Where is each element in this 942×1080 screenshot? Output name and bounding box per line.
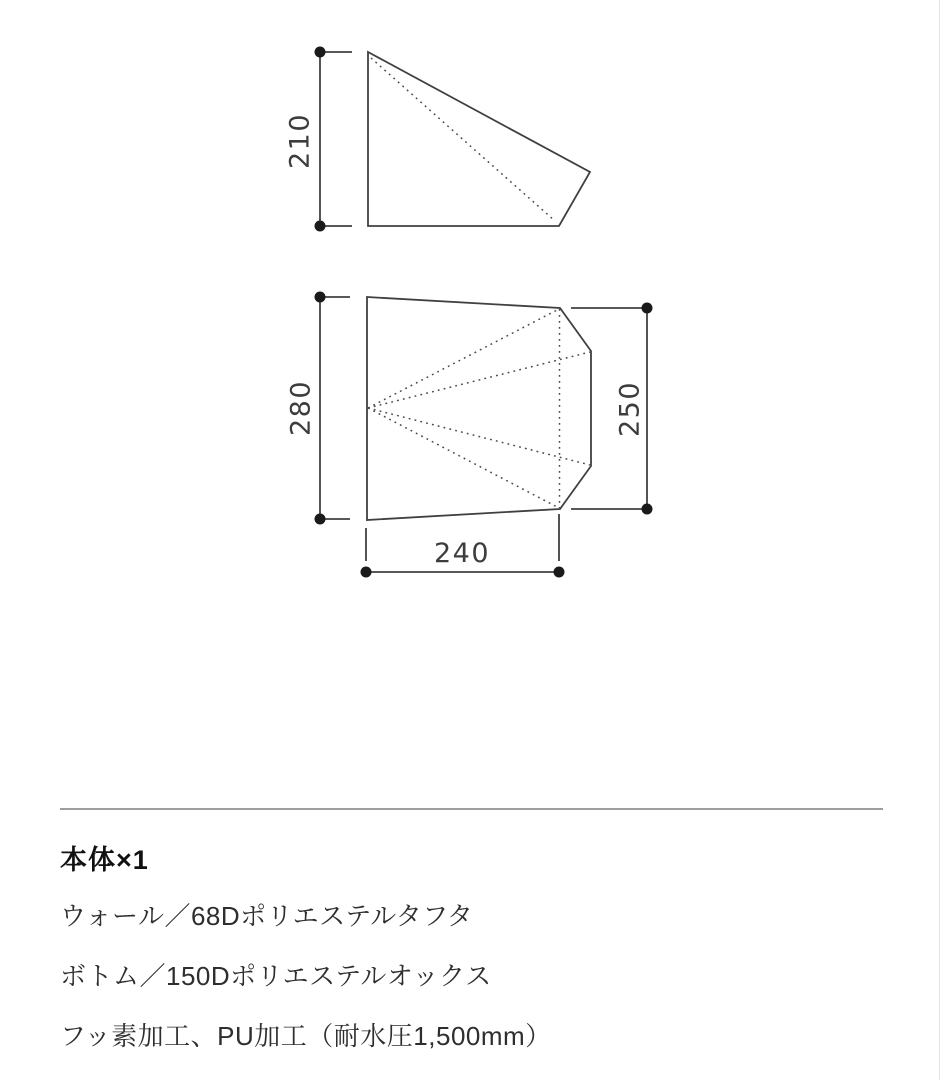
plan-view-fold-lines: [368, 309, 590, 508]
spec-line-coating: フッ素加工、PU加工（耐水圧1,500mm）: [60, 1021, 552, 1051]
dimension-endpoint-dot: [315, 514, 326, 525]
dimension-label-240: 240: [433, 538, 491, 569]
fold-line: [368, 408, 559, 508]
dimension-endpoint-dot: [554, 567, 565, 578]
dimension-endpoint-dot: [361, 567, 372, 578]
plan-view-diagram: [286, 292, 653, 578]
dimension-label-250: 250: [614, 380, 646, 438]
dimension-endpoint-dot: [642, 303, 653, 314]
dimension-endpoint-dot: [315, 292, 326, 303]
spec-heading: 本体×1: [60, 845, 149, 875]
plan-view-right-dimension: [571, 303, 653, 515]
fold-line: [368, 309, 559, 408]
spec-line-bottom: ボトム／150Dポリエステルオックス: [60, 961, 492, 991]
fold-line: [368, 352, 590, 408]
side-view-outline: [368, 52, 590, 226]
dimension-label-210: 210: [284, 112, 316, 170]
side-view-diagram: [285, 47, 591, 232]
plan-view-left-dimension: [286, 292, 351, 525]
section-divider: [60, 808, 883, 810]
fold-line: [368, 408, 590, 465]
page-right-edge-line: [939, 0, 940, 1080]
dimension-endpoint-dot: [315, 47, 326, 58]
dimension-label-280: 280: [285, 379, 317, 437]
plan-view-outline: [367, 297, 591, 520]
dimension-endpoint-dot: [642, 504, 653, 515]
spec-line-wall: ウォール／68Dポリエステルタフタ: [60, 901, 474, 931]
plan-view-bottom-dimension: [361, 514, 565, 578]
side-view-fold-line: [371, 58, 555, 221]
dimension-endpoint-dot: [315, 221, 326, 232]
side-view-height-dimension: [285, 47, 353, 232]
